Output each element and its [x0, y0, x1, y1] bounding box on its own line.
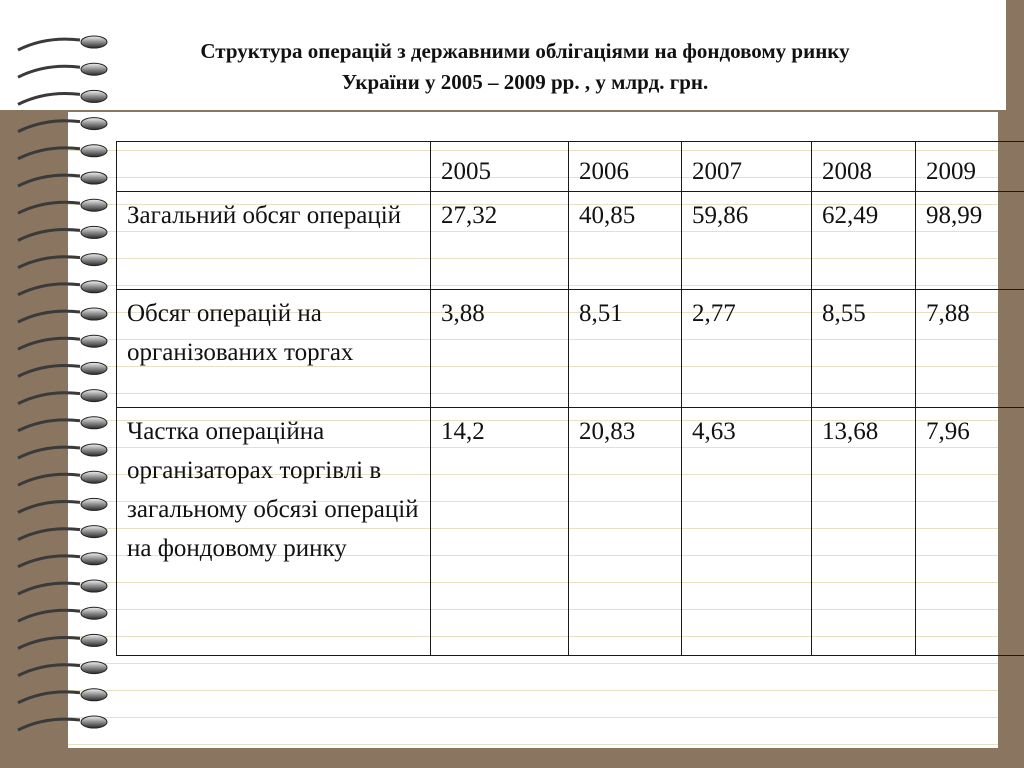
- spiral-ring: [81, 498, 107, 510]
- spiral-wire: [18, 202, 80, 213]
- year-header: 2005: [431, 142, 569, 192]
- slide-title: [50, 36, 1000, 98]
- spiral-wire: [18, 474, 80, 485]
- year-header: 2006: [569, 142, 682, 192]
- spiral-ring: [81, 662, 107, 674]
- spiral-ring: [81, 689, 107, 701]
- spiral-ring: [81, 634, 107, 646]
- spiral-ring: [81, 444, 107, 456]
- spiral-ring: [81, 580, 107, 592]
- title-line-2: України у 2005 – 2009 рр. , у млрд. грн.: [341, 70, 709, 94]
- title-line-1: Структура операцій з державними облігаціями на фондовому ринку: [200, 39, 850, 63]
- spiral-ring: [81, 553, 107, 565]
- spiral-ring: [81, 716, 107, 728]
- table-row: [117, 290, 1024, 408]
- value-cell: 40,85: [569, 192, 682, 290]
- bond-operations-table: [116, 141, 1024, 656]
- spiral-wire: [18, 556, 80, 567]
- spiral-ring: [81, 362, 107, 374]
- spiral-wire: [18, 366, 80, 377]
- spiral-ring: [81, 390, 107, 402]
- spiral-wire: [18, 692, 80, 703]
- value-cell: 14,2: [431, 408, 569, 656]
- spiral-ring: [81, 308, 107, 320]
- spiral-wire: [18, 583, 80, 594]
- spiral-ring: [81, 607, 107, 619]
- spiral-ring: [81, 226, 107, 238]
- spiral-ring: [81, 417, 107, 429]
- table-header-row: [117, 142, 1024, 192]
- value-cell: 59,86: [682, 192, 812, 290]
- value-cell: 8,55: [812, 290, 916, 408]
- row-label: Обсяг операцій на організованих торгах: [117, 290, 431, 408]
- spiral-ring: [81, 199, 107, 211]
- spiral-ring: [81, 145, 107, 157]
- spiral-wire: [18, 638, 80, 649]
- table-row: [117, 408, 1024, 656]
- value-cell: 7,88: [916, 290, 1024, 408]
- value-cell: 98,99: [916, 192, 1024, 290]
- row-label: Частка операційна організаторах торгівлі в загальному обсязі операцій на фондовому ринку: [117, 408, 431, 656]
- spiral-wire: [18, 338, 80, 349]
- spiral-ring: [81, 526, 107, 538]
- spiral-wire: [18, 393, 80, 404]
- spiral-wire: [18, 121, 80, 132]
- spiral-wire: [18, 175, 80, 186]
- value-cell: 8,51: [569, 290, 682, 408]
- spiral-wire: [18, 529, 80, 540]
- table-row: [117, 192, 1024, 290]
- year-header: 2007: [682, 142, 812, 192]
- spiral-wire: [18, 610, 80, 621]
- spiral-ring: [81, 118, 107, 130]
- spiral-ring: [81, 281, 107, 293]
- value-cell: 7,96: [916, 408, 1024, 656]
- spiral-wire: [18, 502, 80, 513]
- value-cell: 13,68: [812, 408, 916, 656]
- spiral-ring: [81, 335, 107, 347]
- value-cell: 20,83: [569, 408, 682, 656]
- corner-cell: [117, 142, 431, 192]
- spiral-wire: [18, 257, 80, 268]
- spiral-wire: [18, 284, 80, 295]
- value-cell: 27,32: [431, 192, 569, 290]
- year-header: 2009: [916, 142, 1024, 192]
- spiral-ring: [81, 172, 107, 184]
- spiral-wire: [18, 148, 80, 159]
- spiral-wire: [18, 719, 80, 730]
- spiral-wire: [18, 230, 80, 241]
- spiral-binding-icon: [16, 30, 112, 760]
- value-cell: 2,77: [682, 290, 812, 408]
- year-header: 2008: [812, 142, 916, 192]
- spiral-ring: [81, 471, 107, 483]
- spiral-wire: [18, 665, 80, 676]
- spiral-wire: [18, 311, 80, 322]
- value-cell: 62,49: [812, 192, 916, 290]
- value-cell: 4,63: [682, 408, 812, 656]
- spiral-wire: [18, 420, 80, 431]
- row-label: Загальний обсяг операцій: [117, 192, 431, 290]
- value-cell: 3,88: [431, 290, 569, 408]
- spiral-ring: [81, 254, 107, 266]
- spiral-wire: [18, 447, 80, 458]
